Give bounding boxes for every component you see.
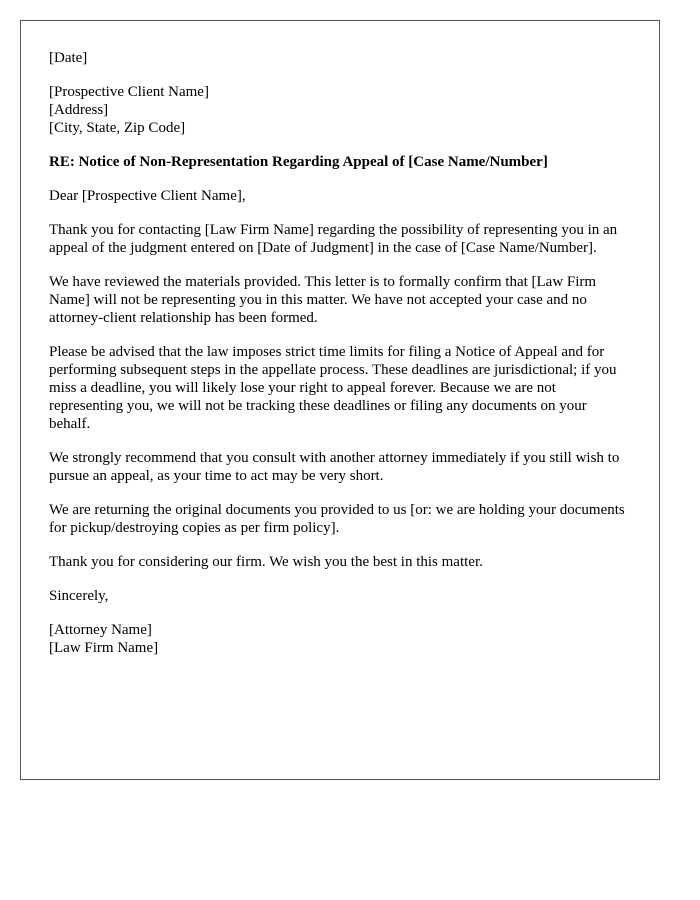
recipient-name: [Prospective Client Name] [49, 84, 209, 100]
body-paragraph-6: Thank you for considering our firm. We wish you the best in this matter. [49, 554, 483, 570]
letter-page [20, 20, 660, 780]
recipient-address: [Address] [49, 102, 109, 118]
recipient-city-state-zip: [City, State, Zip Code] [49, 120, 186, 136]
letter-date: [Date] [49, 50, 88, 66]
body-paragraph-3: Please be advised that the law imposes strict time limits for filing a Notice of Appeal and for performing subsequent steps in the appellate process. These deadlines are jurisdictional; if you miss a deadline, you will likely lose your right to appeal forever. Because we are not representing you, we will not be tracking these deadlines or filing any documents on your behalf. [49, 344, 617, 432]
recipient-block [49, 83, 631, 137]
firm-name: [Law Firm Name] [49, 640, 159, 656]
salutation: Dear [Prospective Client Name], [49, 188, 246, 204]
body-paragraph-5: We are returning the original documents you provided to us [or: we are holding your documents for pickup/destroying copies as per firm policy]. [49, 502, 625, 536]
closing: Sincerely, [49, 588, 109, 604]
subject-line: RE: Notice of Non-Representation Regarding Appeal of [Case Name/Number] [49, 154, 548, 170]
body-paragraph-4: We strongly recommend that you consult with another attorney immediately if you still wish to pursue an appeal, as your time to act may be very short. [49, 450, 620, 484]
body-paragraph-2: We have reviewed the materials provided. This letter is to formally confirm that [Law Firm Name] will not be representing you in this matter. We have not accepted your case and no attorney-client relationship has been formed. [49, 274, 597, 326]
signature-block [49, 621, 631, 657]
body-paragraph-1: Thank you for contacting [Law Firm Name] regarding the possibility of representing you in an appeal of the judgment entered on [Date of Judgment] in the case of [Case Name/Number]. [49, 222, 618, 256]
attorney-name: [Attorney Name] [49, 622, 152, 638]
